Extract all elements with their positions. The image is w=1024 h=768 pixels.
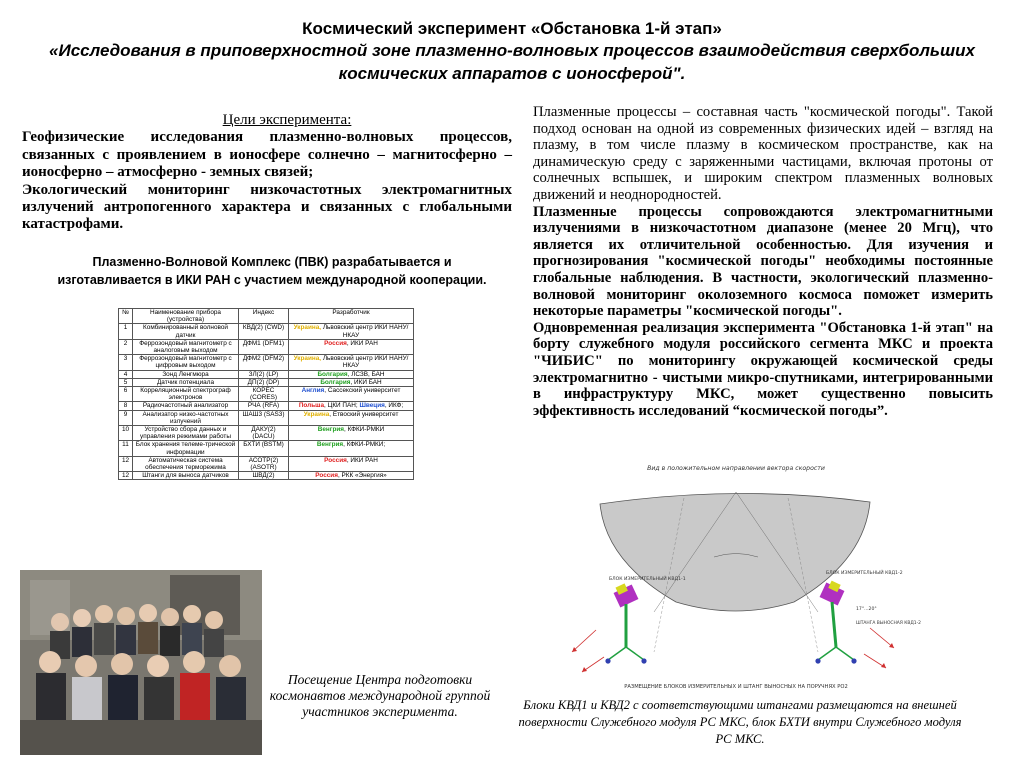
- row-number: 10: [119, 426, 133, 441]
- row-number: 6: [119, 387, 133, 402]
- goals-paragraph-1: Геофизические исследования плазменно-волновых процессов, связанных с проявлением в ионосфере солнечно – магнитосферно – ионосферно – атмосферно - земных связей;: [22, 129, 512, 181]
- row-number: 2: [119, 339, 133, 354]
- title-block: [0, 18, 1024, 85]
- table-row: [119, 370, 414, 378]
- developer-organization: Львовский центр ИКИ НАНУ/НКАУ: [321, 355, 409, 370]
- table-row: [119, 472, 414, 480]
- developer-organization: , ИКИ БАН: [350, 378, 382, 386]
- table-row: [119, 410, 414, 425]
- developer-organization: , КФКИ-РМКИ;: [343, 441, 386, 449]
- diagram-caption: Блоки КВД1 и КВД2 с соответствующими штангами размещаются на внешней поверхности Служебного модуля РС МКС, блок БХТИ внутри Служебного модуля РС МКС.: [518, 698, 962, 746]
- developer-country: Венгрия: [316, 441, 344, 449]
- instrument-index: ДФМ2 (DFM2): [239, 355, 289, 370]
- developer-organization-2: , ИКФ;: [384, 402, 404, 410]
- developer-cell: [289, 456, 414, 471]
- right-sensor-2: [851, 658, 856, 663]
- angle-label: 17°...20°: [856, 607, 877, 612]
- left-sensor-2: [641, 658, 646, 663]
- page-title: Космический эксперимент «Обстановка 1-й этап»: [302, 19, 722, 38]
- table-row: [119, 324, 414, 339]
- developer-cell: [289, 370, 414, 378]
- left-sensor-1: [605, 658, 610, 663]
- row-number: 9: [119, 410, 133, 425]
- developer-cell: [289, 472, 414, 480]
- developer-organization: , ИКИ РАН: [346, 339, 378, 347]
- developer-country-2: Швеция: [359, 402, 385, 410]
- row-number: 3: [119, 355, 133, 370]
- header-developer: Разработчик: [289, 309, 414, 324]
- description-paragraph-2: Плазменные процессы сопровождаются электромагнитными излучениями в низкочастотном диапазоне (менее 20 Мгц), что является их отличительной особенностью. Для изучения и прогнозирования "космической погоды" необходимы постоянные глобальные наблюдения. В частности, экологический плазменно-волновой мониторинг околоземного космоса поможет измерить некоторые параметры "космической погоды".: [533, 203, 993, 320]
- photo-caption: Посещение Центра подготовки космонавтов международной группой участников эксперимента.: [269, 672, 491, 719]
- developer-country: Россия: [324, 456, 347, 464]
- developer-organization: , КФКИ-РМКИ: [344, 426, 385, 434]
- developer-country: Россия: [315, 472, 338, 480]
- developer-country: Польша: [298, 402, 325, 410]
- developer-cell: [289, 387, 414, 402]
- instrument-index: ШВД(2): [239, 472, 289, 480]
- developer-organization: , Етвоский университет: [329, 410, 399, 418]
- instrument-name: Радиочастотный анализатор: [133, 402, 239, 410]
- instrument-index: ДАКУ(2) (DACU): [239, 426, 289, 441]
- instrument-name: Блок хранения телеме-трической информации: [133, 441, 239, 456]
- table-row: [119, 378, 414, 386]
- developer-cell: [289, 426, 414, 441]
- table-header-row: [119, 309, 414, 324]
- group-photo: [20, 570, 262, 755]
- page-subtitle: «Исследования в приповерхностной зоне плазменно-волновых процессов взаимодействия сверхбольших космических аппаратов с ионосферой".: [49, 41, 975, 83]
- instrument-index: КВД(2) (CWD): [239, 324, 289, 339]
- developer-cell: [289, 378, 414, 386]
- instrument-name: Зонд Ленгмюра: [133, 370, 239, 378]
- row-number: 1: [119, 324, 133, 339]
- instrument-name: Анализатор низко-частотных излучений: [133, 410, 239, 425]
- instrument-index: РЧА (RFA): [239, 402, 289, 410]
- developer-country: Болгария: [320, 378, 351, 386]
- developer-country: Венгрия: [317, 426, 345, 434]
- left-block-label: БЛОК ИЗМЕРИТЕЛЬНЫЙ КВД1-1: [609, 577, 686, 582]
- row-number: 12: [119, 472, 133, 480]
- instrument-table: [118, 308, 414, 480]
- table-row: [119, 387, 414, 402]
- instrument-index: КОРЕС (CORES): [239, 387, 289, 402]
- developer-country: Украина,: [293, 355, 322, 363]
- instrument-index: БХТИ (BSTM): [239, 441, 289, 456]
- instrument-name: Корреляционный спектрограф электронов: [133, 387, 239, 402]
- goals-heading: Цели эксперимента:: [222, 112, 352, 128]
- developer-country: Англия: [301, 387, 325, 395]
- instrument-index: АСОТР(2) (ASOTR): [239, 456, 289, 471]
- instrument-name: Устройство сбора данных и управления режимами работы: [133, 426, 239, 441]
- header-index: Индекс: [239, 309, 289, 324]
- developer-cell: [289, 410, 414, 425]
- placement-diagram-svg: [564, 462, 921, 692]
- row-number: 12: [119, 456, 133, 471]
- placement-diagram: [564, 462, 921, 692]
- developer-organization: , ЛСЗВ, БАН: [347, 370, 385, 378]
- header-name: Наименование прибора (устройства): [133, 309, 239, 324]
- instrument-name: Феррозондовый магнитометр с цифровым выходом: [133, 355, 239, 370]
- instrument-name: Датчик потенциала: [133, 378, 239, 386]
- instrument-index: ДП(2) (DP): [239, 378, 289, 386]
- instrument-name: Штанги для выноса датчиков: [133, 472, 239, 480]
- header-number: №: [119, 309, 133, 324]
- right-boom: [832, 602, 836, 647]
- developer-cell: [289, 355, 414, 370]
- right-block-label: БЛОК ИЗМЕРИТЕЛЬНЫЙ КВД1-2: [826, 571, 903, 576]
- developer-organization: Львовский центр ИКИ НАНУ/НКАУ: [321, 324, 409, 339]
- developer-organization: , ИКИ РАН: [346, 456, 378, 464]
- instrument-name: Комбинированный волновой датчик: [133, 324, 239, 339]
- instrument-name: Феррозондовый магнитометр с аналоговым выходом: [133, 339, 239, 354]
- developer-organization: , ЦКИ ПАН;: [324, 402, 360, 410]
- table-row: [119, 426, 414, 441]
- table-row: [119, 441, 414, 456]
- description-paragraph-1: Плазменные процессы – составная часть "космической погоды". Такой подход основан на одной из современных физических идей – взгляд на плазму, в том числе плазму в космическом пространстве, как на динамическую среду с заряженными частицами, включая протоны от солнечных вспышек, и широким спектром плазменных волновых движений и неоднородностей.: [533, 104, 993, 203]
- row-number: 4: [119, 370, 133, 378]
- group-photo-image: [20, 570, 262, 755]
- table-row: [119, 402, 414, 410]
- developer-country: Украина: [303, 410, 330, 418]
- developer-organization: , Сассекский университет: [324, 387, 401, 395]
- description-paragraph-3: Одновременная реализация эксперимента "Обстановка 1-й этап" на борту служебного модуля российского сегмента МКС и проекта "ЧИБИС" по мониторингу окружающей космической среды электромагнитно - чистыми микро-спутниками, интегрированными в инфраструктуру МКС, может существенно повысить эффективность исследований “космической погоды”.: [533, 319, 993, 419]
- row-number: 8: [119, 402, 133, 410]
- developer-cell: [289, 402, 414, 410]
- experiment-goals: [22, 112, 512, 234]
- goals-paragraph-2: Экологический мониторинг низкочастотных электромагнитных излучений антропогенного характера и связанных с глобальными катастрофами.: [22, 181, 512, 233]
- instrument-index: ЗЛ(2) (LP): [239, 370, 289, 378]
- developer-country: Болгария: [317, 370, 348, 378]
- diagram-bottom-label: РАЗМЕЩЕНИЕ БЛОКОВ ИЗМЕРИТЕЛЬНЫХ И ШТАНГ ВЫНОСНЫХ НА ПОРУЧНЯХ РО2: [624, 684, 848, 690]
- pvk-caption: Плазменно-Волновой Комплекс (ПВК) разрабатывается и изготавливается в ИКИ РАН с участием международной кооперации.: [57, 255, 487, 287]
- developer-country: Украина,: [293, 324, 322, 332]
- instrument-index: ДФМ1 (DFM1): [239, 339, 289, 354]
- diagram-top-label: Вид в положительном направлении вектора скорости: [647, 465, 825, 472]
- instrument-name: Автоматическая система обеспечения терморежима: [133, 456, 239, 471]
- row-number: 11: [119, 441, 133, 456]
- table-row: [119, 355, 414, 370]
- developer-cell: [289, 441, 414, 456]
- developer-cell: [289, 324, 414, 339]
- right-boom-label: ШТАНГА ВЫНОСНАЯ КВД1-2: [856, 621, 921, 626]
- row-number: 5: [119, 378, 133, 386]
- description-text: [533, 104, 993, 419]
- instrument-index: ШАШ3 (SAS3): [239, 410, 289, 425]
- right-sensor-1: [815, 658, 820, 663]
- developer-cell: [289, 339, 414, 354]
- developer-country: Россия: [324, 339, 347, 347]
- table-row: [119, 339, 414, 354]
- table-row: [119, 456, 414, 471]
- developer-organization: , РКК «Энергия»: [337, 472, 387, 480]
